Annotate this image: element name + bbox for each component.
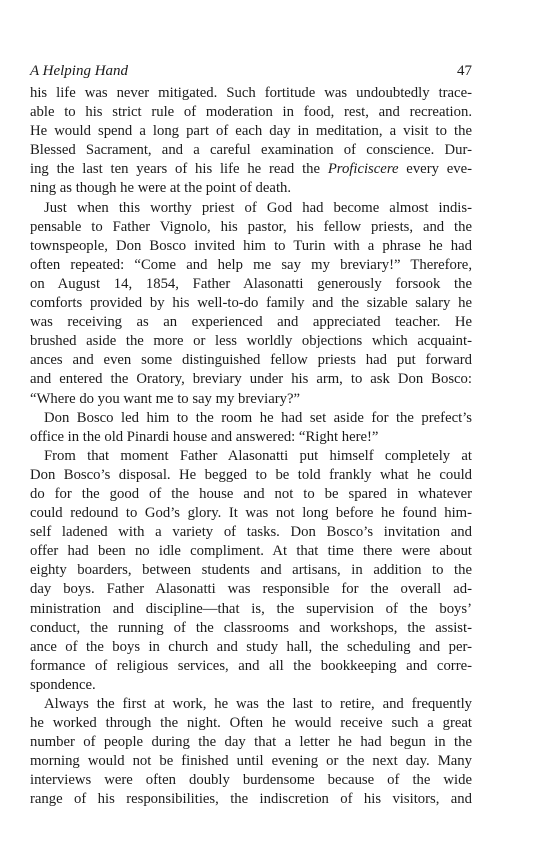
- text-line: [30, 103, 472, 122]
- text-line: [30, 542, 472, 561]
- text-segment: spondence.: [30, 676, 96, 693]
- text-segment: “Where do you want me to say my breviary?”: [30, 390, 300, 407]
- text-segment: his life was never mitigated. Such fortitude was undoubtedly trace-: [30, 85, 472, 101]
- text-line: [30, 237, 472, 256]
- text-line: [30, 790, 472, 809]
- page-number: 47: [457, 63, 472, 79]
- text-segment: formance of religious services, and all the bookkeeping and corre-: [30, 657, 472, 674]
- text-line: [30, 428, 472, 447]
- text-segment: Don Bosco led him to the room he had set aside for the prefect’s: [44, 409, 472, 426]
- text-line: [30, 294, 472, 313]
- text-segment: self ladened with a variety of tasks. Don Bosco’s invitation and: [30, 524, 472, 541]
- text-line: [30, 619, 472, 638]
- text-segment: ning as though he were at the point of death.: [30, 180, 292, 197]
- text-line: [30, 771, 472, 790]
- text-line: [30, 580, 472, 599]
- text-line: [30, 122, 472, 141]
- text-segment: brushed aside the more or less worldly objections which acquaint-: [30, 333, 472, 350]
- text-segment: every eve-: [398, 161, 472, 178]
- text-line: [30, 370, 472, 389]
- text-segment: number of people during the day that a letter he had begun in the: [30, 734, 472, 751]
- text-line: [30, 485, 472, 504]
- text-line: [30, 523, 472, 542]
- text-segment: range of his responsibilities, the indiscretion of his visitors, and: [30, 791, 472, 808]
- text-line: [30, 275, 472, 294]
- text-line: [30, 676, 472, 695]
- text-line: [30, 600, 472, 619]
- text-segment: do for the good of the house and not to be spared in whatever: [30, 485, 472, 502]
- text-line: [30, 638, 472, 657]
- text-line: [30, 160, 472, 179]
- text-segment: ing the last ten years of his life he read the: [30, 161, 328, 178]
- text-line: [30, 504, 472, 523]
- text-line: [30, 733, 472, 752]
- text-line: [30, 752, 472, 771]
- text-line: [30, 141, 472, 160]
- text-segment: ance of the boys in church and study hall, the scheduling and per-: [30, 638, 472, 655]
- text-segment: Blessed Sacrament, and a careful examination of conscience. Dur-: [30, 142, 472, 159]
- text-line: [30, 351, 472, 370]
- text-segment: ances and even some distinguished fellow priests had put forward: [30, 352, 472, 369]
- text-line: [30, 447, 472, 466]
- text-line: [30, 313, 472, 332]
- text-segment: pensable to Father Vignolo, his pastor, his fellow priests, and the: [30, 218, 472, 235]
- text-segment: he worked through the night. Often he would receive such a great: [30, 715, 472, 732]
- text-segment: offer had been no idle compliment. At that time there were about: [30, 543, 472, 560]
- text-segment: He would spend a long part of each day in meditation, a visit to the: [30, 123, 472, 140]
- text-line: [30, 332, 472, 351]
- text-segment: often repeated: “Come and help me say my breviary!” Therefore,: [30, 256, 472, 273]
- text-line: [30, 657, 472, 676]
- text-segment: was receiving as an experienced and appreciated teacher. He: [30, 314, 472, 331]
- text-segment: eighty boarders, between students and artisans, in addition to the: [30, 562, 472, 579]
- text-segment: interviews were often doubly burdensome because of the wide: [30, 772, 472, 789]
- text-line: [30, 84, 472, 103]
- text-segment: could redound to God’s glory. It was not long before he found him-: [30, 505, 472, 522]
- text-segment: morning would not be finished until evening or the next day. Many: [30, 753, 472, 770]
- text-line: [30, 256, 472, 275]
- text-line: [30, 179, 472, 198]
- text-segment: day boys. Father Alasonatti was responsible for the overall ad-: [30, 581, 472, 598]
- text-line: [30, 218, 472, 237]
- text-segment: on August 14, 1854, Father Alasonatti generously forsook the: [30, 275, 472, 292]
- text-segment: able to his strict rule of moderation in food, rest, and recreation.: [30, 104, 472, 121]
- text-segment: From that moment Father Alasonatti put himself completely at: [44, 447, 472, 464]
- text-line: [30, 466, 472, 485]
- text-segment: Don Bosco’s disposal. He begged to be told frankly what he could: [30, 466, 472, 483]
- text-segment: Just when this worthy priest of God had become almost indis-: [44, 199, 472, 216]
- text-segment: ministration and discipline—that is, the supervision of the boys’: [30, 600, 472, 617]
- text-segment: office in the old Pinardi house and answered: “Right here!”: [30, 428, 379, 445]
- body-text: [30, 84, 472, 810]
- text-line: [30, 695, 472, 714]
- running-head-title: A Helping Hand: [30, 63, 129, 79]
- text-line: [30, 714, 472, 733]
- running-head: [30, 62, 472, 84]
- text-segment: townspeople, Don Bosco invited him to Turin with a phrase he had: [30, 237, 472, 254]
- text-line: [30, 409, 472, 428]
- text-segment: Always the first at work, he was the last to retire, and frequently: [44, 696, 472, 712]
- text-line: [30, 199, 472, 218]
- text-line: [30, 561, 472, 580]
- italic-title: Proficiscere: [327, 161, 399, 178]
- text-segment: comforts provided by his well-to-do family and the sizable salary he: [30, 295, 472, 312]
- text-segment: and entered the Oratory, breviary under his arm, to ask Don Bosco:: [30, 371, 472, 388]
- text-segment: conduct, the running of the classrooms and workshops, the assist-: [30, 619, 472, 636]
- book-page: [30, 62, 472, 810]
- text-line: [30, 390, 472, 409]
